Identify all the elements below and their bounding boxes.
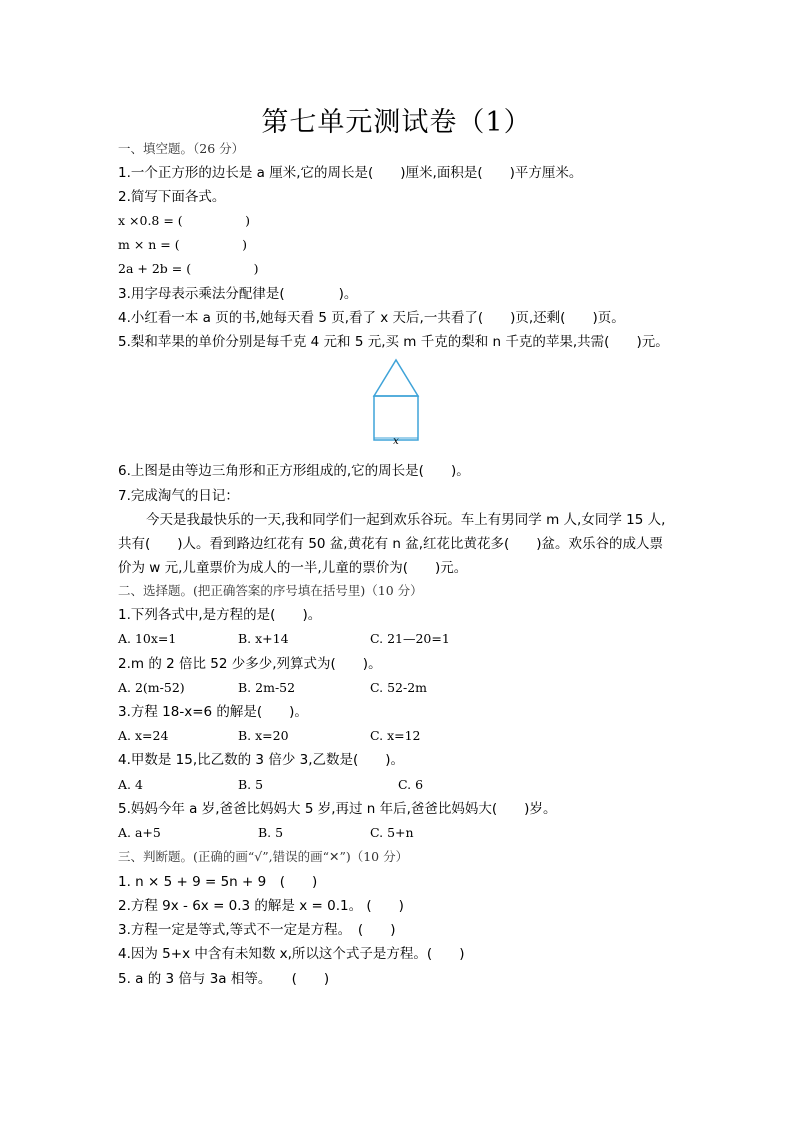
- square-shape: [374, 396, 418, 440]
- s3-q5: 5. a 的 3 倍与 3a 相等。 ( ): [118, 971, 330, 987]
- s2-q4: 4.甲数是 15,比乙数的 3 倍少 3,乙数是( )。: [118, 752, 405, 768]
- option-a: A. a+5: [118, 825, 161, 840]
- s2-q2: 2.m 的 2 倍比 52 少多少,列算式为( )。: [118, 656, 382, 672]
- s1-q3: 3.用字母表示乘法分配律是( )。: [118, 286, 358, 302]
- s1-q1: 1.一个正方形的边长是 a 厘米,它的周长是( )厘米,面积是( )平方厘米。: [118, 165, 583, 181]
- s3-q4: 4.因为 5+x 中含有未知数 x,所以这个式子是方程。( ): [118, 946, 465, 962]
- section1-heading: 一、填空题。（26 分）: [118, 141, 245, 156]
- option-a: A. 10x=1: [118, 631, 177, 646]
- option-c: C. 5+n: [370, 825, 414, 840]
- s1-q2c: 2a + 2b = ( ): [118, 261, 259, 276]
- s2-q1: 1.下列各式中,是方程的是( )。: [118, 607, 322, 623]
- option-b: B. x+14: [238, 631, 289, 646]
- triangle-shape: [374, 360, 418, 396]
- option-b: B. 5: [238, 777, 264, 792]
- page-title: 第七单元测试卷（1）: [261, 107, 532, 138]
- section3-heading: 三、判断题。(正确的画“√”,错误的画“✕”)（10 分）: [118, 849, 409, 864]
- s3-q2: 2.方程 9x - 6x = 0.3 的解是 x = 0.1。 ( ): [118, 898, 404, 914]
- option-a: A. 4: [118, 777, 143, 792]
- section2-heading: 二、选择题。(把正确答案的序号填在括号里)（10 分）: [118, 583, 423, 598]
- s2-q5: 5.妈妈今年 a 岁,爸爸比妈妈大 5 岁,再过 n 年后,爸爸比妈妈大( )岁。: [118, 801, 557, 817]
- s3-q1: 1. n × 5 + 9 = 5n + 9 ( ): [118, 874, 318, 890]
- s1-q7-diary: 今天是我最快乐的一天,我和同学们一起到欢乐谷玩。车上有男同学 m 人,女同学 15 人,共有( )人。看到路边红花有 50 盆,黄花有 n 盆,红花比黄花多( )盆。欢乐谷的成人票价为 w 元,儿童票价为成人的一半,儿童的票价为( )元。: [118, 512, 666, 576]
- s1-q2: 2.简写下面各式。: [118, 189, 226, 205]
- s1-q6: 6.上图是由等边三角形和正方形组成的,它的周长是( )。: [118, 463, 470, 479]
- s1-q5: 5.梨和苹果的单价分别是每千克 4 元和 5 元,买 m 千克的梨和 n 千克的苹果,共需( )元。: [118, 334, 669, 350]
- option-a: A. 2(m-52): [118, 680, 185, 695]
- option-b: B. 2m-52: [238, 680, 296, 695]
- figure-label: x: [393, 436, 399, 447]
- s2-q3: 3.方程 18-x=6 的解是( )。: [118, 704, 308, 720]
- option-c: C. 21—20=1: [370, 631, 450, 646]
- option-c: C. x=12: [370, 728, 421, 743]
- option-b: B. x=20: [238, 728, 289, 743]
- house-figure: [366, 358, 426, 448]
- s1-q4: 4.小红看一本 a 页的书,她每天看 5 页,看了 x 天后,一共看了( )页,还剩( )页。: [118, 310, 625, 326]
- s1-q2b: m × n = ( ): [118, 237, 247, 252]
- option-a: A. x=24: [118, 728, 169, 743]
- s3-q3: 3.方程一定是等式,等式不一定是方程。 ( ): [118, 922, 396, 938]
- s1-q2a: x ×0.8 = ( ): [118, 213, 251, 228]
- option-c: C. 6: [398, 777, 424, 792]
- option-b: B. 5: [258, 825, 284, 840]
- option-c: C. 52-2m: [370, 680, 428, 695]
- s1-q7: 7.完成淘气的日记：: [118, 488, 239, 504]
